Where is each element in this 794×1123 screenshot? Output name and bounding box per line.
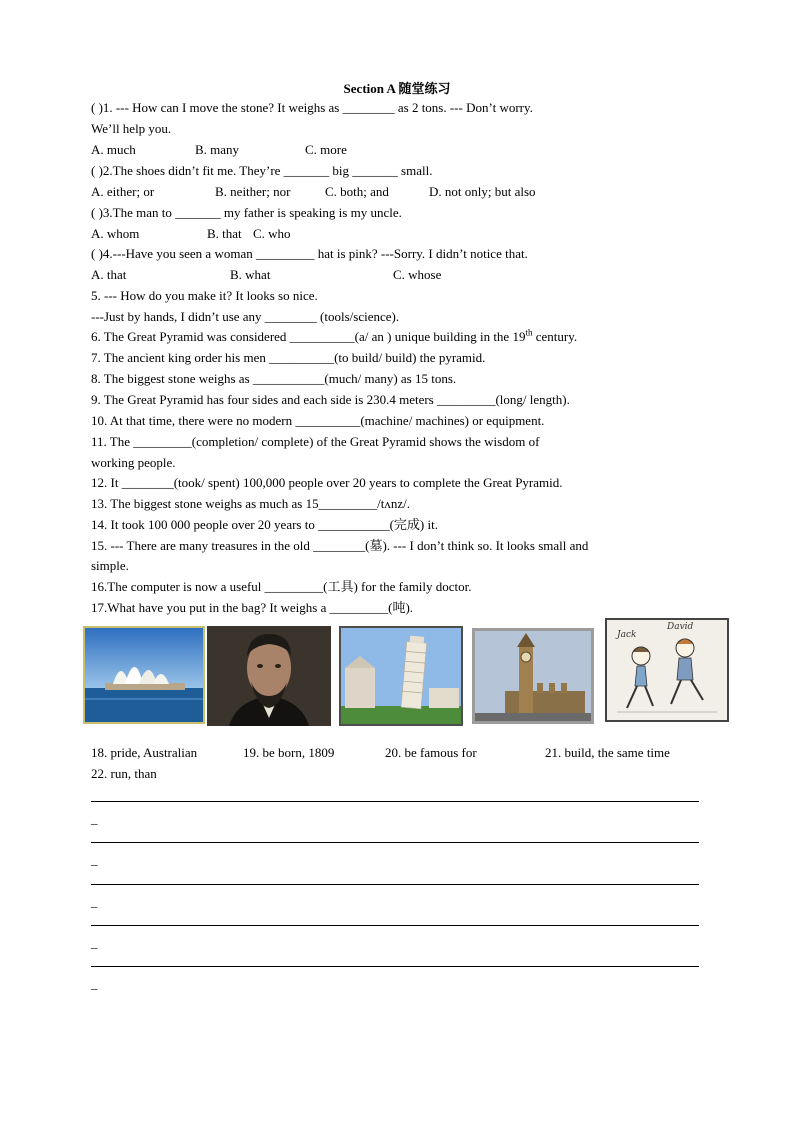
question-3-options [91,226,699,242]
question-13: 13. The biggest stone weighs as much as 15_________/tʌnz/. [91,496,410,511]
option-a: A. that [91,267,127,282]
question-16: 16.The computer is now a useful _________(工具) for the family doctor. [91,579,472,594]
option-b: B. that [207,226,242,241]
question-6-text: 6. The Great Pyramid was considered __________(a/ an ) unique building in the 19 [91,329,526,344]
sydney-opera-house-image [83,626,205,724]
question-5-reply: ---Just by hands, I didn’t use any ________ (tools/science). [91,309,400,324]
question-8: 8. The biggest stone weighs as ___________(much/ many) as 15 tons. [91,371,457,386]
question-5: 5. --- How do you make it? It looks so nice. [91,288,318,303]
answer-dash: _ [91,811,98,826]
option-a: A. either; or [91,184,155,199]
prompt-18: 18. pride, Australian [91,745,198,760]
question-9: 9. The Great Pyramid has four sides and each side is 230.4 meters _________(long/ length). [91,392,570,407]
question-1: ( )1. --- How can I move the stone? It weighs as ________ as 2 tons. --- Don’t worry. [91,100,533,115]
question-4-options [91,267,699,283]
prompt-19: 19. be born, 1809 [243,745,335,760]
writing-prompts [91,745,699,761]
prompt-20: 20. be famous for [385,745,477,760]
running-boys-cartoon-image [605,618,729,722]
question-11: 11. The _________(completion/ complete) of the Great Pyramid shows the wisdom of [91,434,540,449]
question-7: 7. The ancient king order his men __________(to build/ build) the pyramid. [91,350,486,365]
answer-dash: _ [91,894,98,909]
question-3: ( )3.The man to _______ my father is speaking is my uncle. [91,205,402,220]
question-11-continued: working people. [91,455,176,470]
page-title: Section A 随堂练习 [343,81,451,96]
question-15-continued: simple. [91,558,129,573]
option-c: C. both; and [325,184,389,199]
question-2-options [91,184,699,200]
question-12: 12. It ________(took/ spent) 100,000 people over 20 years to complete the Great Pyramid. [91,475,563,490]
answer-line-5[interactable] [91,966,699,967]
question-1-continued: We’ll help you. [91,121,172,136]
question-15: 15. --- There are many treasures in the old ________(墓). --- I don’t think so. It looks small and [91,538,589,553]
option-c: C. whose [393,267,442,282]
option-b: B. neither; nor [215,184,291,199]
option-b: B. many [195,142,240,157]
prompt-22: 22. run, than [91,766,157,781]
question-6 [91,329,699,345]
answer-line-4[interactable] [91,925,699,926]
answer-dash: _ [91,852,98,867]
cartoon-label-right: David [667,622,694,632]
question-10: 10. At that time, there were no modern __________(machine/ machines) or equipment. [91,413,545,428]
question-14: 14. It took 100 000 people over 20 years to ___________(完成) it. [91,517,438,532]
option-d: D. not only; but also [429,184,536,199]
option-c: C. who [253,226,291,241]
answer-line-2[interactable] [91,842,699,843]
cartoon-label-left: Jack [617,630,637,640]
big-ben-image [472,628,594,724]
question-6-text-end: century. [532,329,578,344]
question-17: 17.What have you put in the bag? It weighs a _________(吨). [91,600,414,615]
option-a: A. whom [91,226,140,241]
superscript-th: th [525,327,533,338]
lincoln-portrait-image [207,626,331,726]
question-4: ( )4.---Have you seen a woman _________ hat is pink? ---Sorry. I didn’t notice that. [91,246,528,261]
option-a: A. much [91,142,136,157]
question-1-options [91,142,699,158]
picture-row [83,618,729,728]
answer-dash: _ [91,935,98,950]
leaning-tower-pisa-image [339,626,463,726]
question-2: ( )2.The shoes didn’t fit me. They’re _______ big _______ small. [91,163,433,178]
option-c: C. more [305,142,347,157]
prompt-21: 21. build, the same time [545,745,670,760]
answer-line-3[interactable] [91,884,699,885]
answer-dash: _ [91,976,98,991]
answer-line-1[interactable] [91,801,699,802]
option-b: B. what [230,267,271,282]
